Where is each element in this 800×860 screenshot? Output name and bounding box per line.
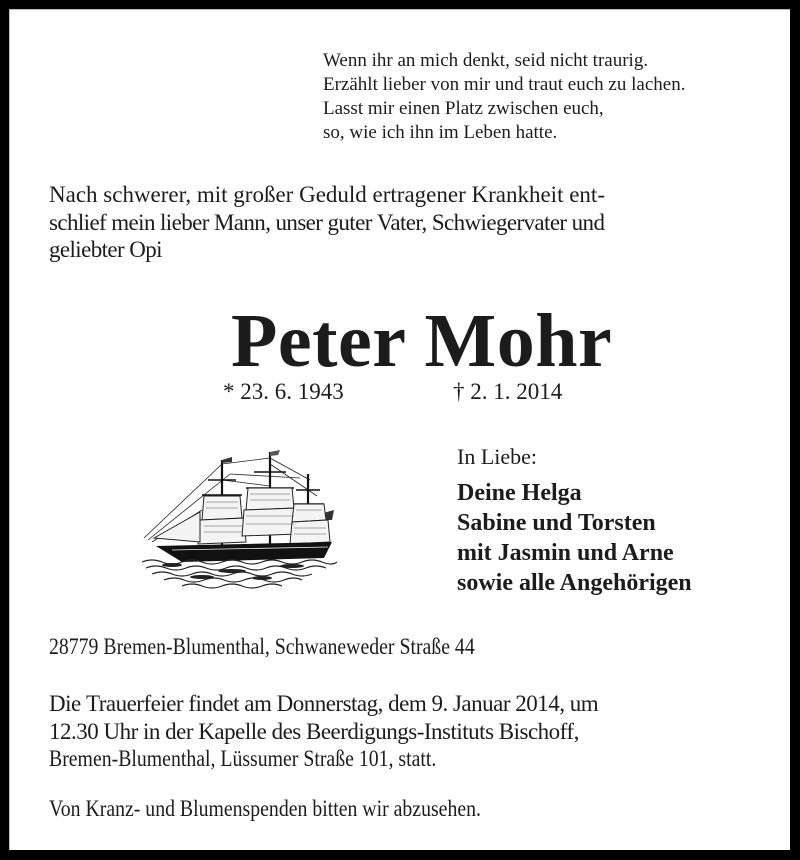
birth-date: * 23. 6. 1943 xyxy=(223,379,344,404)
address-text: 28779 Bremen-Blumenthal, Schwaneweder Straße 44 xyxy=(49,634,475,659)
word: Bremen-Blumenthal, Lüssumer Straße 101, statt. xyxy=(49,746,437,771)
word: Krankheit xyxy=(471,182,564,207)
word: findet xyxy=(188,691,239,716)
word: guter xyxy=(327,209,372,235)
family-member: sowie alle Angehörigen xyxy=(457,570,692,596)
poem-block xyxy=(323,49,685,145)
deceased-name: Peter Mohr xyxy=(231,299,613,383)
word: des xyxy=(271,718,301,744)
word: Januar xyxy=(452,691,511,716)
home-address xyxy=(49,633,544,661)
family-label: In Liebe: xyxy=(457,444,538,469)
word: schwerer, xyxy=(103,182,192,207)
word: ent- xyxy=(569,182,605,207)
poem-line: Lasst mir einen Platz zwischen euch, xyxy=(323,98,604,119)
poem-line: Erzählt lieber von mir und traut euch zu lachen. xyxy=(323,74,686,95)
intro-paragraph xyxy=(49,181,754,264)
word: Nach xyxy=(49,182,98,207)
family-member: Deine Helga xyxy=(457,480,582,506)
word: Geduld xyxy=(299,182,367,207)
closing-text: Von Kranz- und Blumenspenden bitten wir abzusehen. xyxy=(49,796,481,821)
word: schlief xyxy=(49,209,107,235)
word: 12.30 xyxy=(49,718,99,744)
service-line-2 xyxy=(49,718,754,746)
word: Trauerfeier xyxy=(85,691,184,716)
word: großer xyxy=(233,182,294,207)
word: Bischoff, xyxy=(498,718,579,744)
word: Beerdigungs-Instituts xyxy=(305,718,494,744)
obituary-notice xyxy=(9,9,790,850)
word: um xyxy=(569,691,599,716)
word: der xyxy=(165,718,194,744)
word: und xyxy=(571,209,605,235)
death-date: † 2. 1. 2014 xyxy=(453,379,563,404)
word: Vater, xyxy=(376,209,427,235)
word: Donnerstag, xyxy=(276,691,383,716)
family-member: Sabine und Torsten xyxy=(457,510,656,536)
word: dem xyxy=(388,691,427,716)
word: 2014, xyxy=(515,691,565,716)
sailing-ship-engraving-icon xyxy=(142,450,337,595)
service-line-1 xyxy=(49,690,754,718)
word: Schwiegervater xyxy=(431,209,567,235)
word: in xyxy=(143,718,160,744)
word: 9. xyxy=(431,691,448,716)
word: lieber xyxy=(160,209,209,235)
poem-line: Wenn ihr an mich denkt, seid nicht traurig. xyxy=(323,50,649,71)
intro-line-1 xyxy=(49,181,754,209)
word: Kapelle xyxy=(198,718,267,744)
word: mit xyxy=(196,182,228,207)
word: ertragener xyxy=(372,182,466,207)
word: am xyxy=(244,691,272,716)
word: Die xyxy=(49,691,81,716)
family-block xyxy=(457,442,692,598)
poem-line: so, wie ich ihn im Leben hatte. xyxy=(323,122,558,143)
word: mein xyxy=(111,209,155,235)
service-paragraph xyxy=(49,690,754,773)
family-member: mit Jasmin und Arne xyxy=(457,540,674,566)
intro-line-3 xyxy=(49,236,754,264)
word: Mann, xyxy=(213,209,271,235)
closing-note xyxy=(49,795,551,823)
word: Uhr xyxy=(103,718,138,744)
service-line-3 xyxy=(49,745,754,773)
word: unser xyxy=(275,209,323,235)
word: geliebter Opi xyxy=(49,237,162,262)
intro-line-2 xyxy=(49,209,754,237)
